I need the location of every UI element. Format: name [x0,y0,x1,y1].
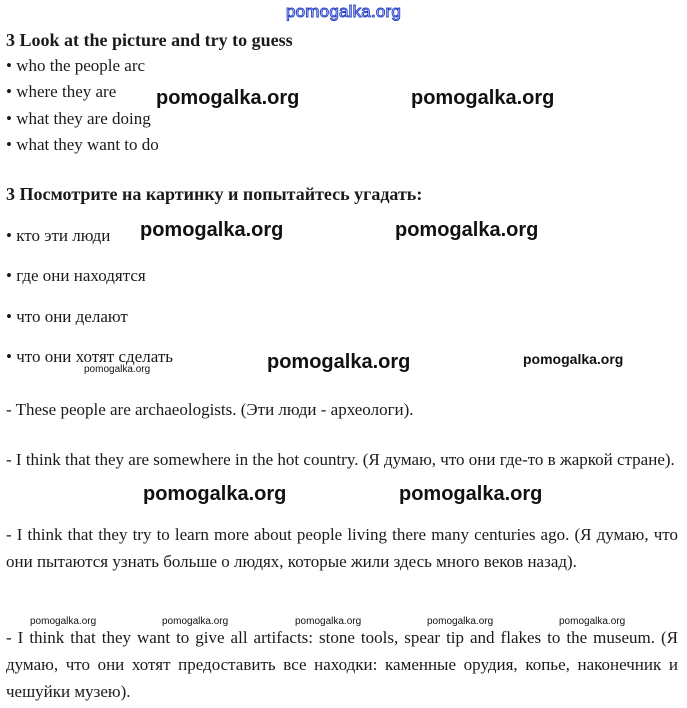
english-bullet-4: • what they want to do [6,135,159,154]
russian-heading: 3 Посмотрите на картинку и попытайтесь угадать: [6,184,423,204]
answer-4: - I think that they want to give all artifacts: stone tools, spear tip and flakes to the museum. (Я думаю, что они хотят предоставить все находки: каменные орудия, копье, наконечник и чешуйки музею). [6,628,678,701]
watermark: pomogalka.org [143,483,287,505]
english-bullet-1: • who the people arc [6,56,146,75]
watermark: pomogalka.org [140,219,284,241]
watermark: pomogalka.org [84,364,151,375]
watermark: pomogalka.org [411,87,555,109]
russian-bullet-2: • где они находятся [6,266,146,285]
watermark: pomogalka.org [395,219,539,241]
watermark: pomogalka.org [427,616,494,627]
watermark: pomogalka.org [295,616,362,627]
russian-bullet-1: • кто эти люди [6,226,111,245]
russian-bullet-4: • что они хотят сделать [6,347,173,366]
watermark: pomogalka.org [523,351,624,367]
english-heading: 3 Look at the picture and try to guess [6,30,293,50]
english-bullet-2: • where they are [6,82,117,101]
answer-1: - These people are archaeologists. (Эти люди - археологи). [6,400,414,419]
answer-2: - I think that they are somewhere in the hot country. (Я думаю, что они где-то в жаркой стране). [6,450,675,469]
watermark: pomogalka.org [162,616,229,627]
watermark: pomogalka.org [156,87,300,109]
english-bullet-3: • what they are doing [6,109,151,128]
watermark: pomogalka.org [267,351,411,373]
watermark: pomogalka.org [399,483,543,505]
watermark: pomogalka.org [30,616,97,627]
russian-bullet-3: • что они делают [6,307,128,326]
watermark: pomogalka.org [559,616,626,627]
answer-3: - I think that they try to learn more about people living there many centuries ago. (Я думаю, что они пытаются узнать больше о людях, которые жили здесь много веков назад). [6,525,678,571]
top-watermark: pomogalka.org [286,2,402,21]
